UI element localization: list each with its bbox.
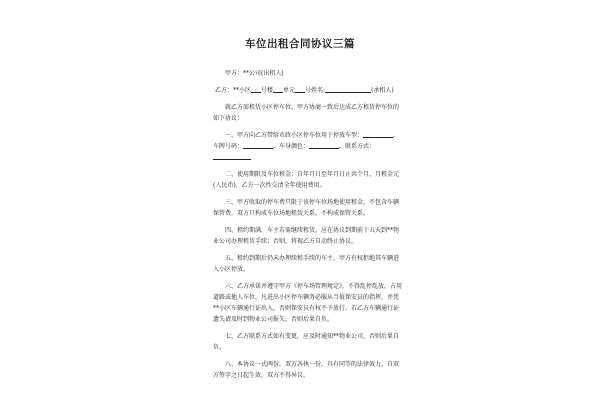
party-b-text-5: (承租人) xyxy=(371,87,394,94)
building-blank xyxy=(251,85,261,93)
name-blank xyxy=(325,85,371,93)
document-body xyxy=(213,68,403,387)
intro-paragraph: 就乙方需租赁小区停车位，甲方协商一致后达成乙方租赁停车位的如下协议： xyxy=(213,104,400,122)
party-b xyxy=(213,85,403,96)
room-blank xyxy=(295,85,305,93)
clause-6: 六、乙方承诺并遵守甲方《停车场管理规定》，不得乱停乱放，占用道路或他人车位，凡进出小区停车辆务必服从当值保安员的指挥，并凭**小区车辆通行证出入，否则保安员有权不予放行。若乙方车辆通行证遗失请及时到物业公司报失，否则后果自负。 xyxy=(213,283,403,323)
clause-8: 八、本协议一式两份，双方各执一份，具有同等的法律效力，自双方签字之日起生效，双方不得异议。 xyxy=(213,361,400,379)
clause-1 xyxy=(213,130,403,163)
clause-1-text-1: 一、甲方向乙方带给市政小区停车位用于停放车型： xyxy=(225,132,364,139)
party-b-text-3: 单元 xyxy=(283,87,296,94)
clause-1-text-4: ，联系方式： xyxy=(339,143,376,150)
party-b-text-4: 号姓名: xyxy=(305,87,326,94)
clause-1-text-2: ，车牌号码： xyxy=(213,132,400,150)
party-b-text-2: 号楼 xyxy=(261,87,274,94)
clause-4: 四、租约期满，车主若需继续租赁，应在协议到期前十五天到**物业公司办理租赁手续；否则，将视乙方自动终止协议。 xyxy=(213,227,400,245)
vehicle-type-blank xyxy=(363,130,393,138)
clause-3: 三、甲方收取的停车费只限于该停车位场地使用租金，不包含车辆保管费，双方只构成车位场地租赁关系，不构成保管关系。 xyxy=(213,199,400,217)
body-color-blank xyxy=(309,141,339,149)
plate-number-blank xyxy=(243,141,273,149)
clause-7: 七、乙方联系方式如有变更，应及时通知**物业公司，否则后果自负。 xyxy=(213,333,400,351)
unit-blank xyxy=(273,85,283,93)
clause-5: 五、租约到期后仍未办理续租手续的车主，甲方有权拒绝其车辆进入小区停放。 xyxy=(213,255,400,273)
clause-1-text-3: ，车身颜色： xyxy=(273,143,310,150)
clause-2: 二、使用期限及车位租金：自年月日至年月日止共个月，月租金元(人民币)，乙方一次性交清全年使用费用。 xyxy=(213,171,400,189)
party-a: 甲方：**公司(出租人) xyxy=(225,70,284,77)
party-b-text-1: 乙方：**小区 xyxy=(215,87,252,94)
contact-blank xyxy=(213,152,251,160)
page-title: 车位出租合同协议三篇 xyxy=(245,38,355,50)
